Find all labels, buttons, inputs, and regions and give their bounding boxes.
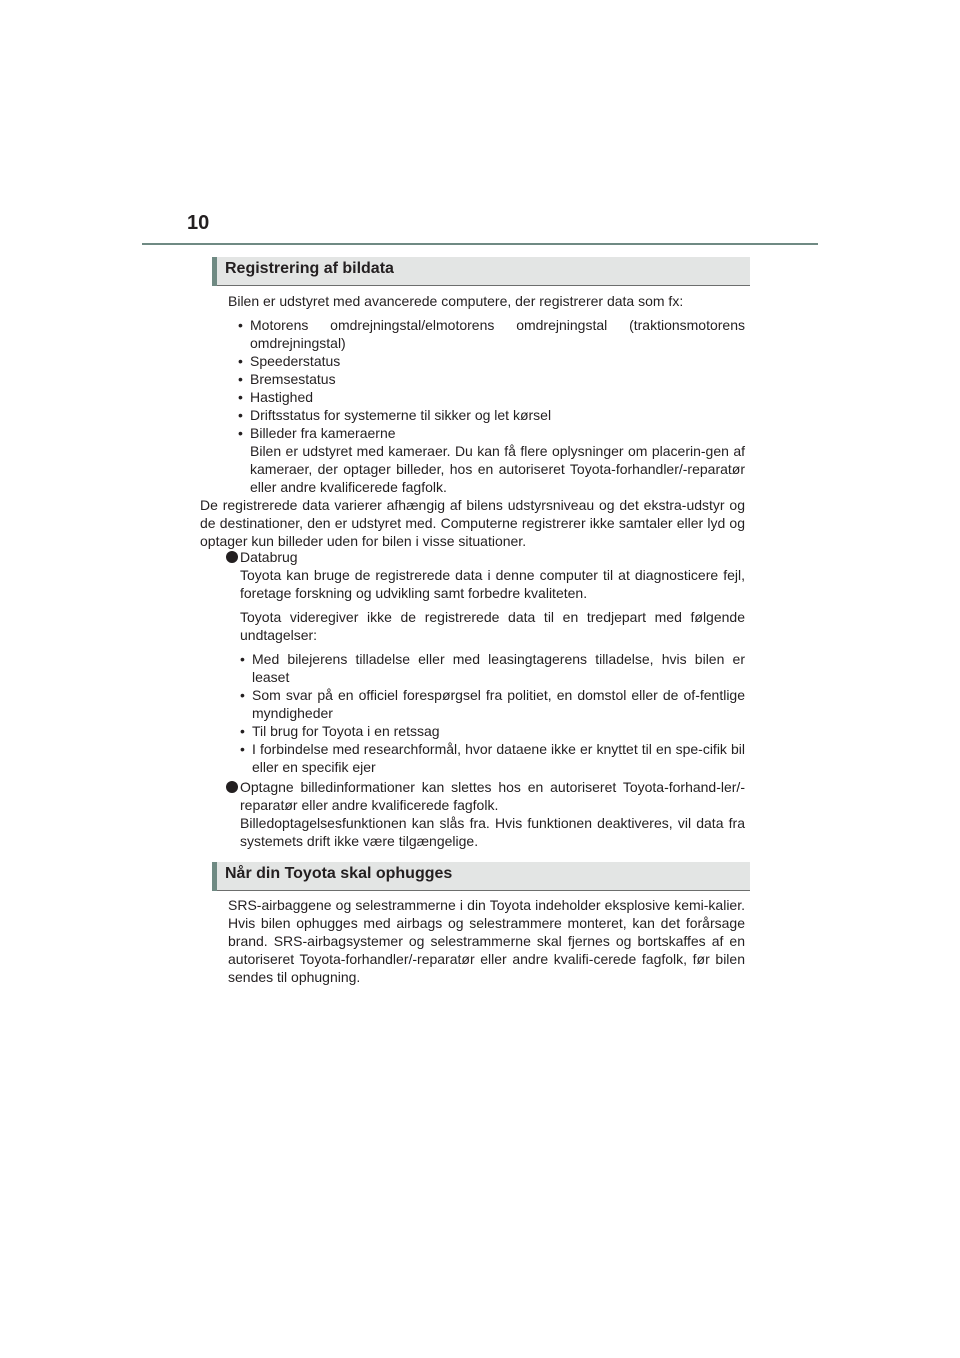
section-header-ophugning (212, 862, 750, 891)
bullet-circle-icon (226, 551, 238, 563)
section1-body (200, 292, 745, 550)
databrug-block (240, 548, 745, 776)
databrug-item (240, 548, 745, 776)
intro-text: Bilen er udstyret med avancerede computere, der registrerer data som fx: (228, 293, 684, 309)
list-item: • I forbindelse med researchformål, hvor dataene ikke er knyttet til en spe-cifik bil eller en specifik ejer (240, 741, 745, 775)
camera-note: Bilen er udstyret med kameraer. Du kan få flere oplysninger om placerin-gen af kameraer, der optager billeder, hos en autoriseret Toyota-forhandler/-reparatør eller andre kvalificerede fagfolk. (250, 443, 745, 495)
section2-text: SRS-airbaggene og selestrammerne i din Toyota indeholder eksplosive kemi-kalier. Hvis bilen ophugges med airbags og selestrammere monteret, kan det forårsage brand. SRS-airbagsystemer og selestrammerne skal fjernes og bortskaffes af en autoriseret Toyota-forhandler/-reparatør eller andre kvalifi-cerede fagfolk, før bilen sendes til ophugning. (228, 897, 745, 985)
exceptions-list (240, 650, 745, 776)
bullet-circle-icon (226, 781, 238, 793)
section-header-registrering (212, 257, 750, 286)
list-item: • Bremsestatus (238, 371, 336, 387)
list-item: • Med bilejerens tilladelse eller med leasingtagerens tilladelse, hvis bilen er leaset (240, 651, 745, 685)
section-title: Når din Toyota skal ophugges (225, 865, 453, 882)
image-info-item (240, 778, 745, 850)
list-item: • Driftsstatus for systemerne til sikker og let kørsel (238, 407, 552, 423)
list-item: • Som svar på en officiel forespørgsel fra politiet, en domstol eller de of-fentlige myndigheder (240, 687, 745, 721)
databrug-text-2: Toyota videregiver ikke de registrerede data til en tredjepart med følgende undtagelser: (240, 609, 745, 643)
summary-text: De registrerede data varierer afhængig af bilens udstyrsniveau og det ekstra-udstyr og de destinationer, den er udstyret med. Computerne registrerer ikke samtaler eller lyd og optager kun billeder uden for bilen i visse situationer. (200, 497, 745, 549)
list-item: • Hastighed (238, 389, 314, 405)
list-item: • Billeder fra kameraerne Bilen er udstyret med kameraer. Du kan få flere oplysninger om placerin-gen af kameraer, der optager billeder, hos en autoriseret Toyota-forhandler/-reparatør eller andre kvalificerede fagfolk. (238, 425, 745, 495)
section-header-accent-bar (212, 257, 217, 286)
list-item: • Speederstatus (238, 353, 341, 369)
databrug-heading: Databrug (240, 549, 298, 565)
image-info-block (240, 778, 745, 850)
page-number: 10 (187, 212, 210, 234)
image-info-text-2: Billedoptagelsesfunktionen kan slås fra. Hvis funktionen deaktiveres, vil data fra systemets drift ikke være tilgængelige. (240, 815, 745, 849)
databrug-text-1: Toyota kan bruge de registrerede data i denne computer til at diagnosticere fejl, foretage forskning og udvikling samt forbedre kvaliteten. (240, 567, 745, 601)
header-rule (142, 243, 818, 245)
data-list (238, 316, 745, 496)
section2-body (228, 896, 745, 986)
section-header-accent-bar (212, 862, 217, 891)
section-title: Registrering af bildata (225, 260, 394, 277)
list-item: • Til brug for Toyota i en retssag (240, 723, 440, 739)
image-info-text-1: Optagne billedinformationer kan slettes hos en autoriseret Toyota-forhand-ler/-reparatør eller andre kvalificerede fagfolk. (240, 779, 745, 813)
list-item: • Motorens omdrejningstal/elmotorens omdrejningstal (traktionsmotorens omdrejningstal) (238, 317, 745, 351)
